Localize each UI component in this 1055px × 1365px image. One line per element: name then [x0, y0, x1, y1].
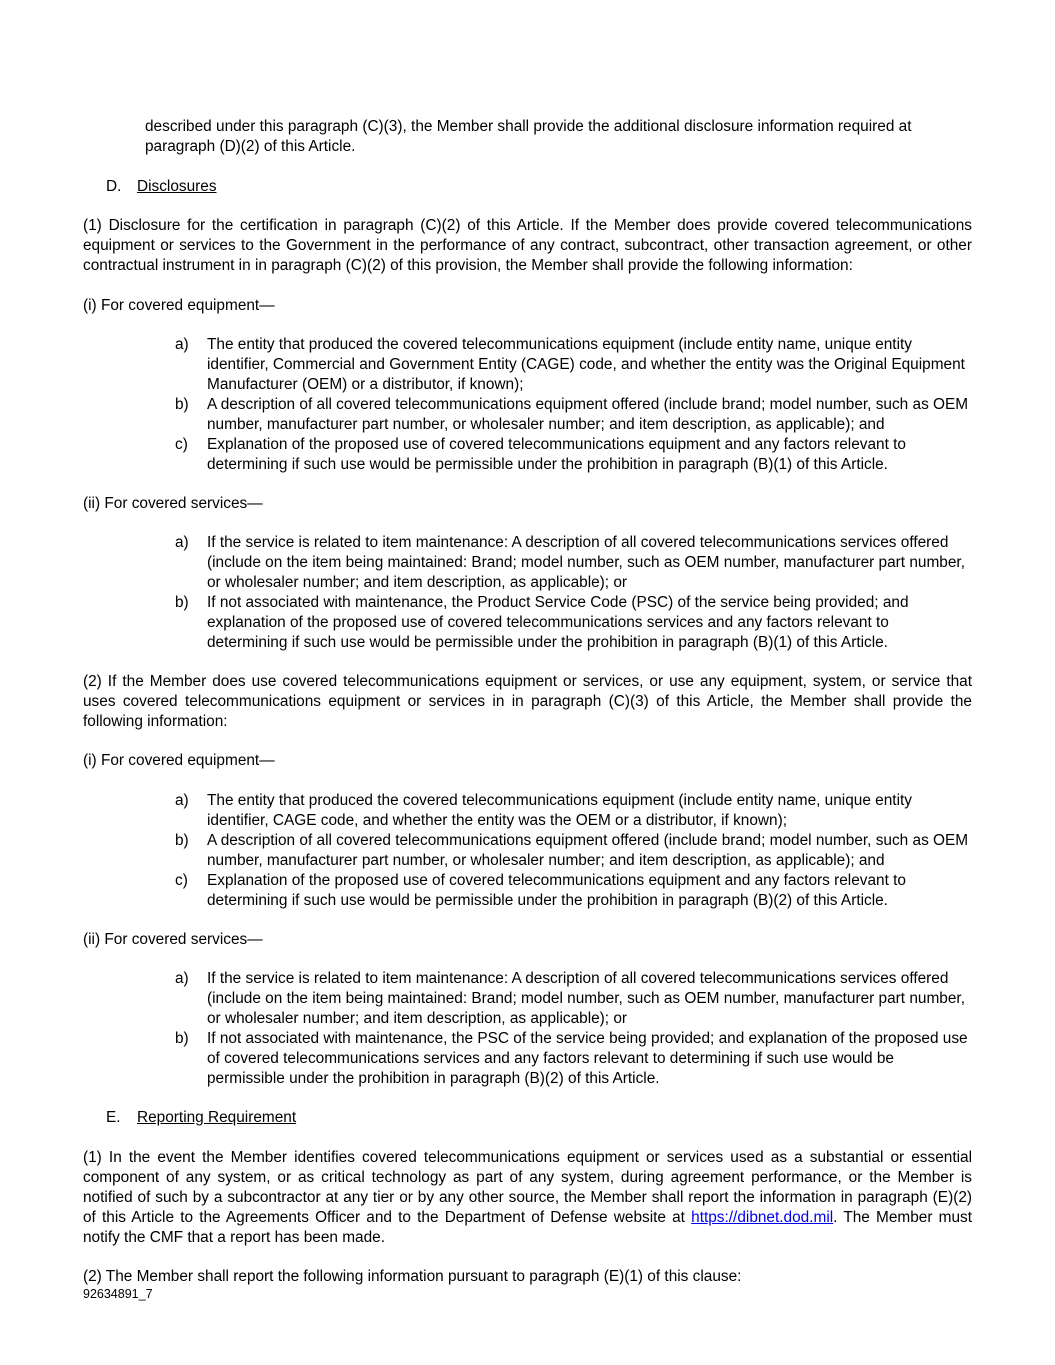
- list-marker: b): [175, 594, 189, 611]
- footer-document-id: 92634891_7: [83, 1287, 153, 1301]
- paragraph-d2-intro: (2) If the Member does use covered telecommunications equipment or services, or use any equipment, system, or service that uses covered telecommunications equipment or services in in paragraph (C)(3) of this Article, the Member shall provide the following information:: [83, 673, 972, 730]
- e1-text-after-link: . The Member must notify the CMF that a report has been made.: [83, 1209, 972, 1246]
- section-d-letter: D.: [106, 178, 122, 195]
- list-marker: a): [175, 792, 189, 809]
- section-d-heading: [106, 177, 217, 197]
- list-marker: a): [175, 534, 189, 551]
- d2-equipment-label: (i) For covered equipment—: [83, 752, 275, 769]
- list-item-text: Explanation of the proposed use of covered telecommunications equipment and any factors relevant to determining if such use would be permissible under the prohibition in paragraph (B)(2) of this Article.: [207, 872, 906, 909]
- d1-services-list: [175, 533, 972, 653]
- list-item-text: Explanation of the proposed use of covered telecommunications equipment and any factors relevant to determining if such use would be permissible under the prohibition in paragraph (B)(1) of this Article.: [207, 436, 906, 473]
- d2-services-label: (ii) For covered services—: [83, 931, 263, 948]
- list-item: [175, 969, 972, 1029]
- list-marker: b): [175, 396, 189, 413]
- list-item-text: The entity that produced the covered telecommunications equipment (include entity name, unique entity identifier, Commercial and Government Entity (CAGE) code, and whether the entity was the Original Equipment Manufacturer (OEM) or a distributor, if known);: [207, 336, 965, 393]
- list-item-text: A description of all covered telecommunications equipment offered (include brand; model number, such as OEM number, manufacturer part number, or wholesaler number; and item description, as applicable); and: [207, 396, 969, 433]
- list-marker: b): [175, 1030, 189, 1047]
- list-item: [175, 831, 972, 871]
- list-marker: b): [175, 832, 189, 849]
- list-marker: c): [175, 872, 188, 889]
- list-item: [175, 435, 972, 475]
- list-item: [175, 871, 972, 911]
- d1-services-label: (ii) For covered services—: [83, 495, 263, 512]
- e1-text-before-link: (1) In the event the Member identifies covered telecommunications equipment or services used as a substantial or essential component of any system, or as critical technology as part of any system, during agreement performance, or the Member is notified of such by a subcontractor at any tier or by any other source, the Member shall report the information in paragraph (E)(2) of this Article to the Agreements Officer and to the Department of Defense website at: [83, 1149, 972, 1226]
- paragraph-e2-intro: (2) The Member shall report the following information pursuant to paragraph (E)(1) of this clause:: [83, 1268, 742, 1285]
- section-d-title: Disclosures: [137, 178, 217, 195]
- paragraph-c3-continuation: described under this paragraph (C)(3), the Member shall provide the additional disclosure information required at paragraph (D)(2) of this Article.: [145, 118, 912, 155]
- d2-equipment-list: [175, 791, 972, 911]
- d2-services-list: [175, 969, 972, 1089]
- d1-equipment-list: [175, 335, 972, 475]
- list-marker: a): [175, 970, 189, 987]
- list-item-text: If the service is related to item maintenance: A description of all covered telecommunications services offered (include on the item being maintained: Brand; model number, such as OEM number, manufacturer part number, or wholesaler number; and item description, as applicable); or: [207, 534, 965, 591]
- list-item: [175, 791, 972, 831]
- list-item-text: If the service is related to item maintenance: A description of all covered telecommunications services offered (include on the item being maintained: Brand; model number, such as OEM number, manufacturer part number, or wholesaler number; and item description, as applicable); or: [207, 970, 965, 1027]
- list-marker: c): [175, 436, 188, 453]
- list-item-text: If not associated with maintenance, the Product Service Code (PSC) of the service being provided; and explanation of the proposed use of covered telecommunications services and any factors relevant to determining if such use would be permissible under the prohibition in paragraph (B)(1) of this Article.: [207, 594, 909, 651]
- section-e-heading: [106, 1108, 296, 1128]
- section-e-title: Reporting Requirement: [137, 1109, 297, 1126]
- dibnet-link[interactable]: https://dibnet.dod.mil: [691, 1209, 834, 1226]
- list-item-text: The entity that produced the covered telecommunications equipment (include entity name, unique entity identifier, CAGE code, and whether the entity was the OEM or a distributor, if known);: [207, 792, 912, 829]
- list-marker: a): [175, 336, 189, 353]
- list-item: [175, 395, 972, 435]
- d1-equipment-label: (i) For covered equipment—: [83, 297, 275, 314]
- list-item: [175, 1029, 972, 1089]
- paragraph-d1-intro: (1) Disclosure for the certification in paragraph (C)(2) of this Article. If the Member does provide covered telecommunications equipment or services to the Government in the performance of any contract, subcontract, other transaction agreement, or other contractual instrument in in paragraph (C)(2) of this provision, the Member shall provide the following information:: [83, 217, 972, 274]
- list-item: [175, 593, 972, 653]
- list-item-text: A description of all covered telecommunications equipment offered (include brand; model number, such as OEM number, manufacturer part number, or wholesaler number; and item description, as applicable); and: [207, 832, 969, 869]
- section-e-letter: E.: [106, 1109, 121, 1126]
- list-item: [175, 533, 972, 593]
- list-item-text: If not associated with maintenance, the PSC of the service being provided; and explanation of the proposed use of covered telecommunications services and any factors relevant to determining if such use would be permissible under the prohibition in paragraph (B)(2) of this Article.: [207, 1030, 968, 1087]
- list-item: [175, 335, 972, 395]
- paragraph-e1: [83, 1148, 972, 1248]
